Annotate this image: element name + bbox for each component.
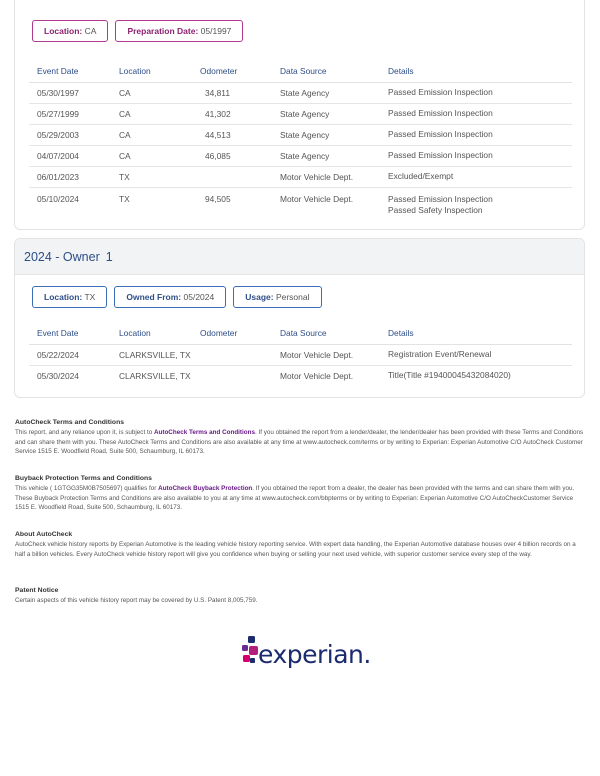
event-date: 05/29/2003: [29, 124, 111, 145]
owner-pills: [32, 286, 322, 308]
section-text: AutoCheck vehicle history reports by Experian Automotive is the leading vehicle history reporting service. With expert data handling, the Experian Automotive database houses over 4 billion records on a half a billion vehicles. Every AutoCheck vehicle history report will give you confidence when buying or selling your next used vehicle, with superior customer service every step of the way.: [15, 541, 576, 558]
owner-number: 1: [105, 250, 113, 264]
event-date: 05/30/1997: [29, 82, 111, 103]
location: TX: [111, 166, 192, 187]
event-date: 05/22/2024: [29, 344, 111, 365]
section-heading: Patent Notice: [15, 587, 59, 594]
owner-title: 2024 - Owner: [24, 250, 100, 264]
event-date: 04/07/2004: [29, 145, 111, 166]
location: CLARKSVILLE, TX: [111, 344, 192, 365]
section-heading: Buyback Protection Terms and Conditions: [15, 475, 152, 482]
experian-wordmark: experian.: [258, 640, 371, 669]
autocheck-terms-section: [15, 418, 587, 457]
location: CA: [111, 145, 192, 166]
event-date: 05/30/2024: [37, 370, 79, 381]
col-event-date: Event Date: [29, 322, 111, 344]
patent-notice-section: [15, 586, 587, 606]
details: Passed Emission Inspection Passed Safety Inspection: [388, 193, 493, 215]
table-header-row: [29, 322, 572, 344]
event-date: 05/27/1999: [29, 103, 111, 124]
details: Passed Emission Inspection: [380, 124, 572, 145]
table-row: [29, 187, 572, 219]
data-source: Motor Vehicle Dept.: [272, 166, 380, 187]
data-source: Motor Vehicle Dept.: [280, 193, 354, 204]
owner-header: [15, 239, 584, 275]
history-record-card: [14, 0, 585, 230]
odometer: [192, 365, 272, 386]
event-date: 06/01/2023: [29, 166, 111, 187]
col-details: Details: [380, 60, 572, 82]
odometer: 94,505: [205, 193, 231, 204]
location: CLARKSVILLE, TX: [119, 370, 191, 381]
location: TX: [119, 193, 130, 204]
location-pill[interactable]: Location: CA: [32, 20, 108, 42]
event-date: 05/10/2024: [37, 193, 79, 204]
table-row: [29, 82, 572, 103]
col-data-source: Data Source: [272, 322, 380, 344]
section-heading: AutoCheck Terms and Conditions: [15, 419, 125, 426]
owner-card: [14, 238, 585, 398]
data-source: State Agency: [272, 145, 380, 166]
data-source: State Agency: [272, 103, 380, 124]
buyback-terms-section: [15, 474, 587, 513]
about-autocheck-section: [15, 530, 587, 559]
history-table: [29, 60, 572, 219]
details: Title(Title #19400045432084020): [388, 370, 511, 381]
experian-dots-icon: [240, 634, 260, 674]
col-location: Location: [111, 60, 192, 82]
record-pills: [32, 20, 243, 42]
odometer: 34,811: [192, 82, 272, 103]
location: CA: [111, 103, 192, 124]
col-location: Location: [111, 322, 192, 344]
details: Registration Event/Renewal: [380, 344, 572, 365]
odometer: 44,513: [192, 124, 272, 145]
usage-pill[interactable]: Usage: Personal: [233, 286, 321, 308]
data-source: State Agency: [272, 82, 380, 103]
odometer: [192, 166, 272, 187]
history-table: [29, 322, 572, 386]
table-row: [29, 365, 572, 386]
location: CA: [111, 82, 192, 103]
data-source: Motor Vehicle Dept.: [272, 344, 380, 365]
location-pill[interactable]: Location: TX: [32, 286, 107, 308]
table-row: [29, 344, 572, 365]
odometer: 46,085: [192, 145, 272, 166]
preparation-date-pill[interactable]: Preparation Date: 05/1997: [115, 20, 243, 42]
data-source: Motor Vehicle Dept.: [280, 370, 354, 381]
buyback-protection-link[interactable]: AutoCheck Buyback Protection: [158, 485, 253, 493]
table-row: [29, 166, 572, 187]
table-row: [29, 124, 572, 145]
col-odometer: Odometer: [192, 322, 272, 344]
section-text: This report, and any reliance upon it, is subject to AutoCheck Terms and Conditions. If you obtained the report from a lender/dealer, the lender/dealer has been provided with these Terms and Conditions and can share them with you. These AutoCheck Terms and Conditions are also available at any time at www.autocheck.com/terms or by writing to Experian: Experian Automotive C/O AutoCheck Customer Service 1515 E. Woodfield Road, Suite 500, Schaumburg, IL 60173.: [15, 429, 584, 456]
odometer: 41,302: [192, 103, 272, 124]
details: Excluded/Exempt: [380, 166, 572, 187]
details: Passed Emission Inspection: [380, 145, 572, 166]
odometer: [192, 344, 272, 365]
experian-logo: [240, 634, 370, 674]
col-odometer: Odometer: [192, 60, 272, 82]
col-details: Details: [380, 322, 572, 344]
data-source: State Agency: [272, 124, 380, 145]
details: Passed Emission Inspection: [380, 82, 572, 103]
details: Passed Emission Inspection: [380, 103, 572, 124]
section-heading: About AutoCheck: [15, 531, 73, 538]
owned-from-pill[interactable]: Owned From: 05/2024: [114, 286, 226, 308]
table-header-row: [29, 60, 572, 82]
section-text: This vehicle ( 1GTGG35M0B7505697) qualifies for AutoCheck Buyback Protection. If you obtained the report from a dealer, the dealer has been provided with the terms and can share them with you. These Buyback Protection Terms and Conditions are also available to you at any time at www.autocheck.com/bbpterms or by writing to Experian: Experian Automotive C/O AutoCheckCustomer Service 1515 E. Woodfield Road, Suite 500, Schaumburg, IL 60173.: [15, 485, 575, 512]
autocheck-terms-link[interactable]: AutoCheck Terms and Conditions: [153, 429, 255, 437]
location: CA: [111, 124, 192, 145]
table-row: [29, 145, 572, 166]
table-row: [29, 103, 572, 124]
section-text: Certain aspects of this vehicle history report may be covered by U.S. Patent 8,005,759.: [15, 597, 258, 605]
col-data-source: Data Source: [272, 60, 380, 82]
col-event-date: Event Date: [29, 60, 111, 82]
